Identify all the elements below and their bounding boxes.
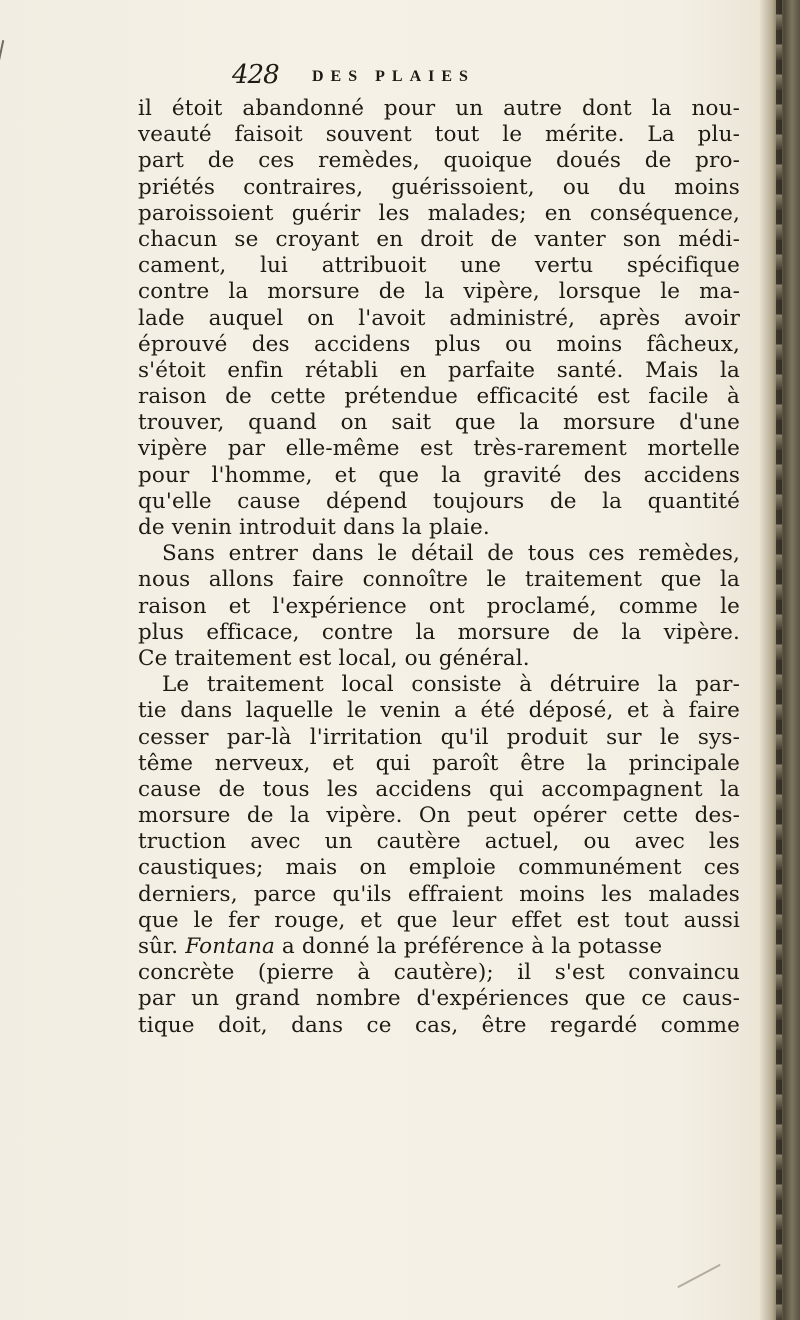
text-line: paroissoient guérir les malades; en conséquence,: [138, 200, 740, 226]
text-line: part de ces remèdes, quoique doués de pro-: [138, 148, 740, 174]
text-line: lade auquel on l'avoit administré, après avoir: [138, 305, 740, 331]
text-line: Sans entrer dans le détail de tous ces remèdes,: [162, 541, 740, 567]
text-line: raison et l'expérience ont proclamé, comme le: [138, 593, 740, 619]
text-fragment: sûr.: [138, 934, 179, 959]
text-line: Ce traitement est local, ou général.: [138, 645, 530, 671]
page-number: 428: [232, 60, 279, 90]
text-line: plus efficace, contre la morsure de la vipère.: [138, 619, 740, 645]
text-fragment: a donné la préférence à la potasse: [281, 934, 663, 959]
pencil-mark: [677, 1264, 720, 1288]
text-line: caustiques; mais on emploie communément ces: [138, 855, 740, 881]
text-line-with-italic: [138, 934, 740, 960]
text-line: pour l'homme, et que la gravité des accidens: [138, 462, 740, 488]
text-line: concrète (pierre à cautère); il s'est convaincu: [138, 960, 740, 986]
text-line: tique doit, dans ce cas, être regardé comme: [138, 1012, 740, 1038]
text-line: veauté faisoit souvent tout le mérite. La plu-: [138, 122, 740, 148]
text-line: morsure de la vipère. On peut opérer cette des-: [138, 803, 740, 829]
text-line: vipère par elle-même est très-rarement mortelle: [138, 436, 740, 462]
text-line: priétés contraires, guérissoient, ou du moins: [138, 174, 740, 200]
text-line: cesser par-là l'irritation qu'il produit sur le sys-: [138, 724, 740, 750]
text-line: par un grand nombre d'expériences que ce caus-: [138, 986, 740, 1012]
text-line: s'étoit enfin rétabli en parfaite santé. Mais la: [138, 357, 740, 383]
text-line: nous allons faire connoître le traitement que la: [138, 567, 740, 593]
text-line: cause de tous les accidens qui accompagnent la: [138, 776, 740, 802]
text-line: de venin introduit dans la plaie.: [138, 515, 490, 540]
stray-ink-mark: [0, 40, 4, 62]
book-binding-edge: [760, 0, 800, 1320]
text-line: qu'elle cause dépend toujours de la quantité: [138, 488, 740, 514]
text-line: derniers, parce qu'ils effraient moins les malades: [138, 881, 740, 907]
text-line: éprouvé des accidens plus ou moins fâcheux,: [138, 331, 740, 357]
text-line: chacun se croyant en droit de vanter son médi-: [138, 226, 740, 252]
text-line: cament, lui attribuoit une vertu spécifique: [138, 253, 740, 279]
text-line: que le fer rouge, et que leur effet est tout aussi: [138, 907, 740, 933]
text-line: contre la morsure de la vipère, lorsque le ma-: [138, 279, 740, 305]
text-line: tême nerveux, et qui paroît être la principale: [138, 750, 740, 776]
body-text: [138, 96, 740, 1039]
text-line: truction avec un cautère actuel, ou avec les: [138, 829, 740, 855]
text-line: raison de cette prétendue efficacité est facile à: [138, 384, 740, 410]
text-line: Le traitement local consiste à détruire la par-: [162, 672, 740, 698]
text-line: il étoit abandonné pour un autre dont la nou-: [138, 96, 740, 121]
text-line: tie dans laquelle le venin a été déposé, et à faire: [138, 698, 740, 724]
running-title: DES PLAIES: [312, 68, 475, 85]
page-header: [232, 62, 562, 92]
author-name-italic: Fontana: [185, 934, 275, 959]
text-line: trouver, quand on sait que la morsure d'une: [138, 410, 740, 436]
